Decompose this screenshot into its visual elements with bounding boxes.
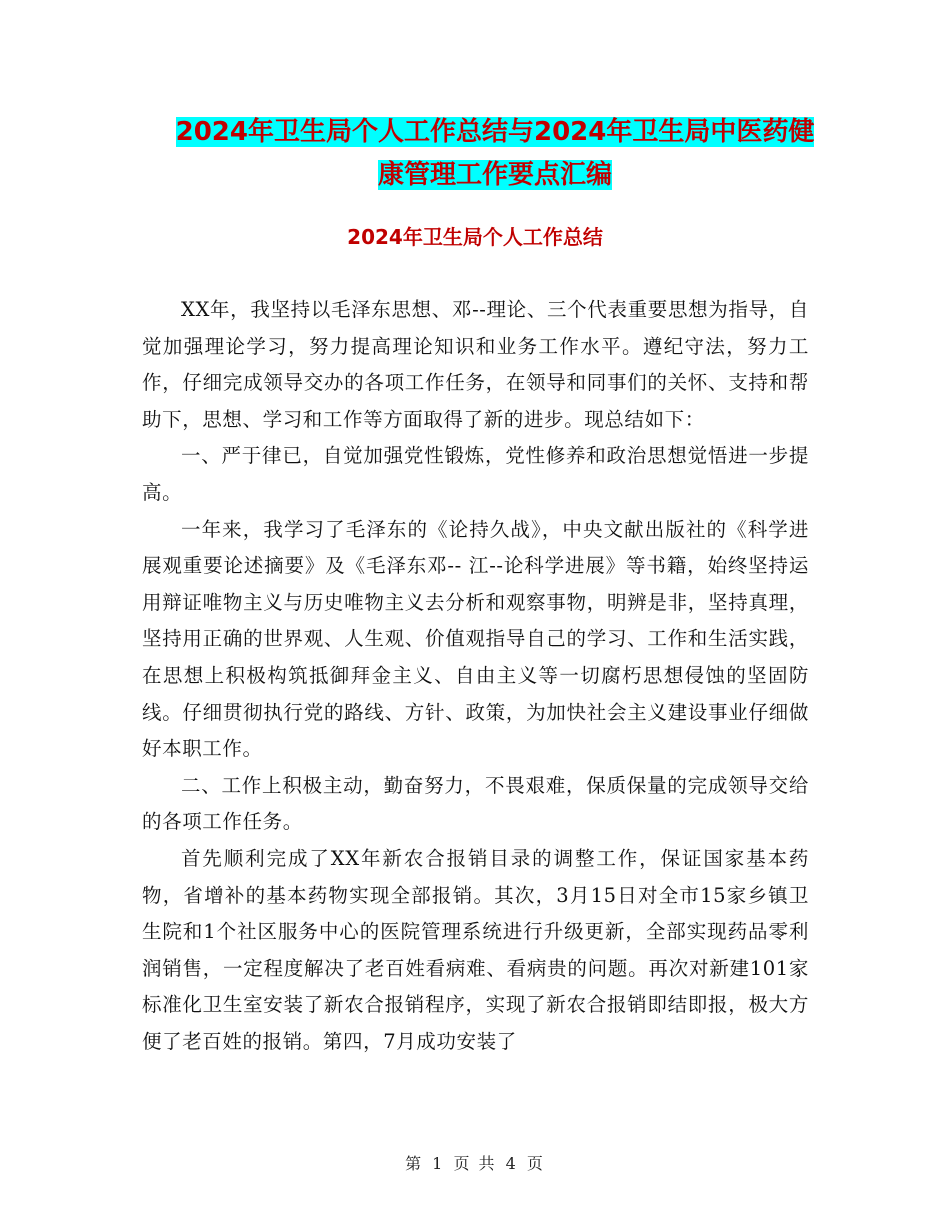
document-body [142,292,809,1060]
footer-prefix: 第 [405,1154,424,1173]
paragraph-heading-2: 二、工作上积极主动，勤奋努力，不畏艰难，保质保量的完成领导交给的各项工作任务。 [142,773,809,834]
section-title: 2024年卫生局个人工作总结 [347,225,603,249]
footer-total-pages: 4 [505,1154,518,1173]
page-footer [0,1152,950,1176]
paragraph-work: 首先顺利完成了XX年新农合报销目录的调整工作，保证国家基本药物，省增补的基本药物实现全部报销。其次，3月15日对全市15家乡镇卫生院和1个社区服务中心的医院管理系统进行升级更新，全部实现药品零利润销售，一定程度解决了老百姓看病难、看病贵的问题。再次对新建101家标准化卫生室安装了新农合报销程序，实现了新农合报销即结即报，极大方便了老百姓的报销。第四，7月成功安装了 [142,846,809,1053]
paragraph-study: 一年来，我学习了毛泽东的《论持久战》，中央文献出版社的《科学进展观重要论述摘要》及《毛泽东邓-- 江--论科学进展》等书籍，始终坚持运用辩证唯物主义与历史唯物主义去分析和观察事物，明辨是非，坚持真理，坚持用正确的世界观、人生观、价值观指导自己的学习、工作和生活实践，在思想上积极构筑抵御拜金主义、自由主义等一切腐朽思想侵蚀的坚固防线。仔细贯彻执行党的路线、方针、政策，为加快社会主义建设事业仔细做好本职工作。 [142,517,809,761]
footer-suffix: 页 [526,1154,545,1173]
footer-middle: 页 共 [453,1154,497,1173]
footer-page-number: 1 [432,1154,445,1173]
paragraph-intro: XX年，我坚持以毛泽东思想、邓--理论、三个代表重要思想为指导，自觉加强理论学习，努力提高理论知识和业务工作水平。遵纪守法，努力工作，仔细完成领导交办的各项工作任务，在领导和同事们的关怀、支持和帮助下，思想、学习和工作等方面取得了新的进步。现总结如下： [142,298,809,431]
paragraph-heading-1: 一、严于律已，自觉加强党性锻炼，党性修养和政治思想觉悟进一步提高。 [142,444,809,504]
document-title [140,111,850,197]
document-title-line-1: 2024年卫生局个人工作总结与2024年卫生局中医药健 [175,117,815,147]
document-title-line-2: 康管理工作要点汇编 [377,160,612,190]
